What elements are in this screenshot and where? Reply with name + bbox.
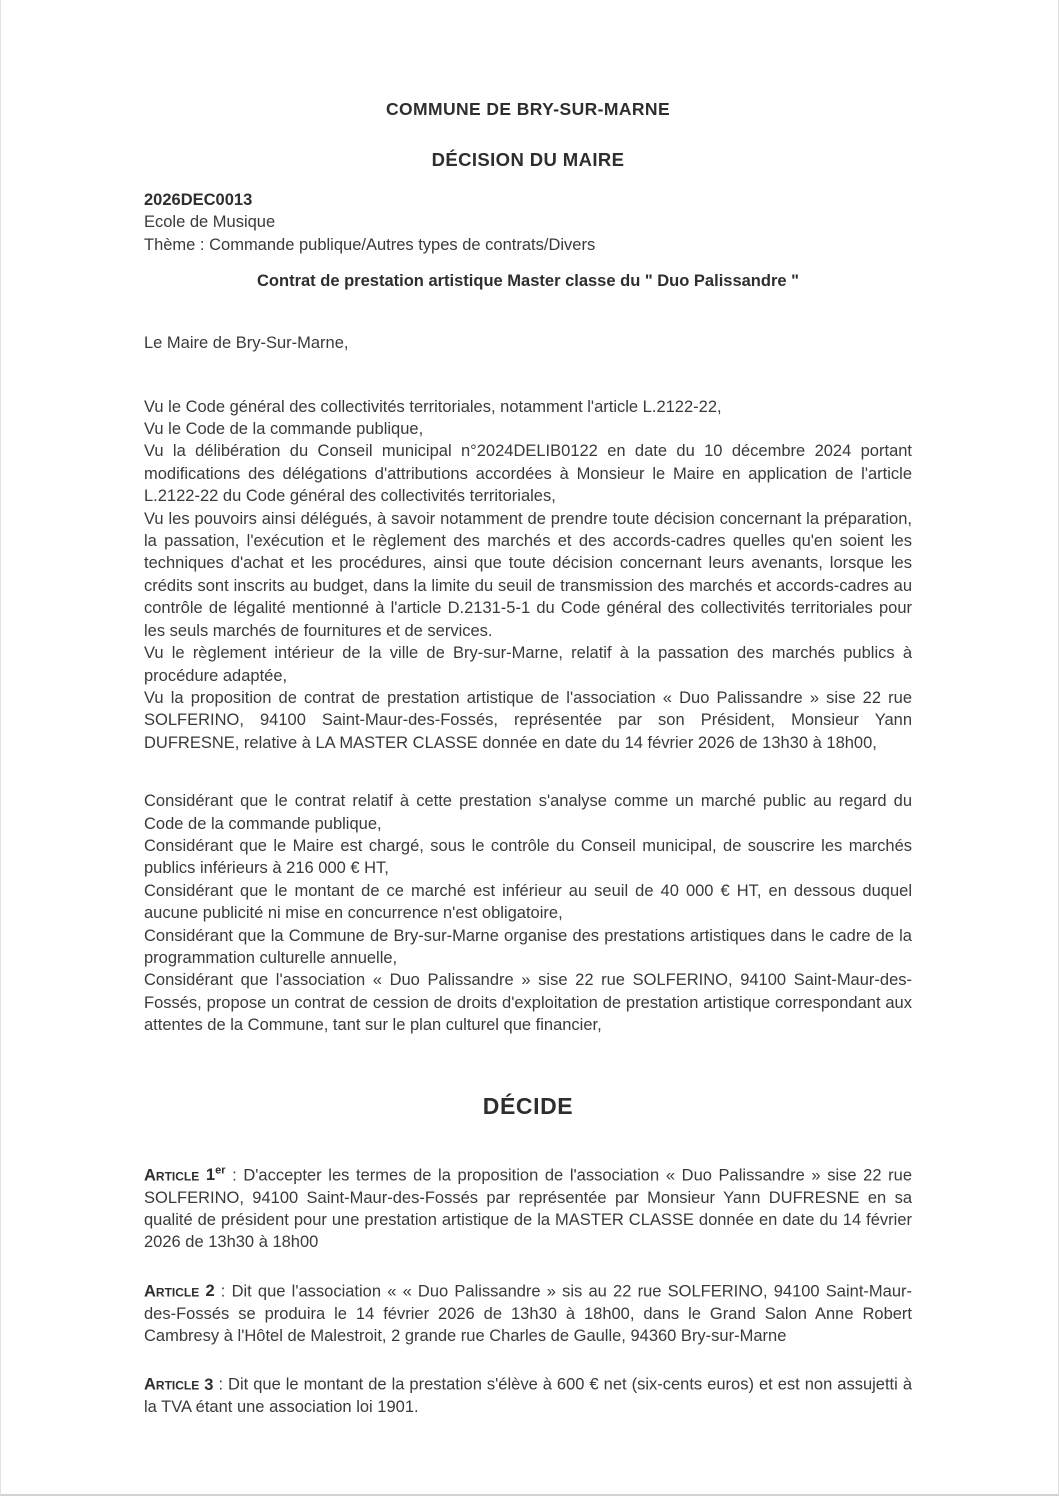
article-1-ordinal-suffix: er bbox=[215, 1164, 226, 1177]
vu-paragraph: Vu le règlement intérieur de la ville de Bry-sur-Marne, relatif à la passation des marchés publics à procédure adaptée, bbox=[144, 644, 912, 685]
article-3 bbox=[144, 1369, 912, 1418]
considerant-paragraph: Considérant que le Maire est chargé, sous le contrôle du Conseil municipal, de souscrire les marchés publics inférieurs à 216 000 € HT, bbox=[144, 836, 912, 878]
considerant-paragraph: Considérant que le contrat relatif à cette prestation s'analyse comme un marché public au regard du Code de la commande publique, bbox=[144, 792, 912, 833]
vu-paragraph: Vu la proposition de contrat de prestation artistique de l'association « Duo Palissandre » sise 22 rue SOLFERINO, 94100 Saint-Maur-des-Fossés, représentée par son Président, Monsieur Yann DUFRESNE, relative à LA MASTER CLASSE donnée en date du 14 février 2026 de 13h30 à 18h00, bbox=[144, 688, 912, 752]
service-name: Ecole de Musique bbox=[144, 213, 276, 232]
article-2-label: Article bbox=[144, 1282, 200, 1301]
reference-block bbox=[144, 189, 912, 256]
document-content bbox=[1, 0, 1058, 1419]
article-3-number: 3 bbox=[204, 1375, 214, 1394]
article-2 bbox=[144, 1276, 912, 1348]
vu-block bbox=[144, 396, 912, 755]
article-1-label: Article bbox=[144, 1166, 200, 1185]
article-1 bbox=[144, 1160, 912, 1254]
considerant-paragraph: Considérant que l'association « Duo Palissandre » sise 22 rue SOLFERINO, 94100 Saint-Maur-des-Fossés, propose un contrat de cession de droits d'exploitation de prestation artistique correspondant aux attentes de la Commune, tant sur le plan culturel que financier, bbox=[144, 971, 912, 1035]
decide-heading: DÉCIDE bbox=[482, 1092, 574, 1119]
article-1-number: 1er bbox=[205, 1164, 226, 1185]
document-type-title: DÉCISION DU MAIRE bbox=[431, 149, 625, 170]
considerant-block bbox=[144, 790, 912, 1036]
decision-reference: 2026DEC0013 bbox=[144, 191, 253, 209]
vu-paragraph: Vu la délibération du Conseil municipal n°2024DELIB0122 en date du 10 décembre 2024 portant modifications des délégations d'attributions accordées à Monsieur le Maire en application de l'article L.2122-22 du Code général des collectivités territoriales, bbox=[144, 442, 912, 506]
vu-paragraph: Vu le Code de la commande publique, bbox=[144, 420, 424, 439]
commune-title: COMMUNE DE BRY-SUR-MARNE bbox=[385, 99, 671, 119]
subject-title: Contrat de prestation artistique Master classe du " Duo Palissandre " bbox=[257, 272, 799, 291]
theme-line: Thème : Commande publique/Autres types de contrats/Divers bbox=[144, 235, 596, 254]
article-2-number: 2 bbox=[205, 1282, 215, 1301]
vu-paragraph: Vu le Code général des collectivités territoriales, notamment l'article L.2122-22, bbox=[144, 397, 722, 416]
article-3-label: Article bbox=[144, 1375, 200, 1394]
considerant-paragraph: Considérant que la Commune de Bry-sur-Marne organise des prestations artistiques dans le cadre de la programmation culturelle annuelle, bbox=[144, 926, 912, 967]
vu-paragraph: Vu les pouvoirs ainsi délégués, à savoir notamment de prendre toute décision concernant la préparation, la passation, l'exécution et le règlement des marchés et des accords-cadres quelles qu'en soient les techniques d'achat et les procédures, ainsi que toute décision concernant leurs avenants, lorsque les crédits sont inscrits au budget, dans la limite du seuil de transmission des marchés et accords-cadres au contrôle de légalité mentionné à l'article D.2131-5-1 du Code général des collectivités territoriales pour les seuls marchés de fournitures et de services. bbox=[144, 509, 912, 640]
salutation: Le Maire de Bry-Sur-Marne, bbox=[144, 334, 349, 353]
considerant-paragraph: Considérant que le montant de ce marché est inférieur au seuil de 40 000 € HT, en dessous duquel aucune publicité ni mise en concurrence n'est obligatoire, bbox=[144, 881, 912, 923]
article-2-text: : Dit que l'association « « Duo Palissandre » sis au 22 rue SOLFERINO, 94100 Saint-Maur-des-Fossés se produira le 14 février 2026 de 13h30 à 18h00, dans le Grand Salon Anne Robert Cambresy à l'Hôtel de Malestroit, 2 grande rue Charles de Gaulle, 94360 Bry-sur-Marne bbox=[144, 1282, 912, 1346]
article-1-text: : D'accepter les termes de la proposition de l'association « Duo Palissandre » sise 22 rue SOLFERINO, 94100 Saint-Maur-des-Fossés par représentée par Monsieur Yann DUFRESNE en sa qualité de président pour une prestation artistique de la MASTER CLASSE donnée en date du 14 février 2026 de 13h30 à 18h00 bbox=[144, 1166, 913, 1252]
article-3-text: : Dit que le montant de la prestation s'élève à 600 € net (six-cents euros) et est non assujetti à la TVA étant une association loi 1901. bbox=[144, 1375, 912, 1417]
